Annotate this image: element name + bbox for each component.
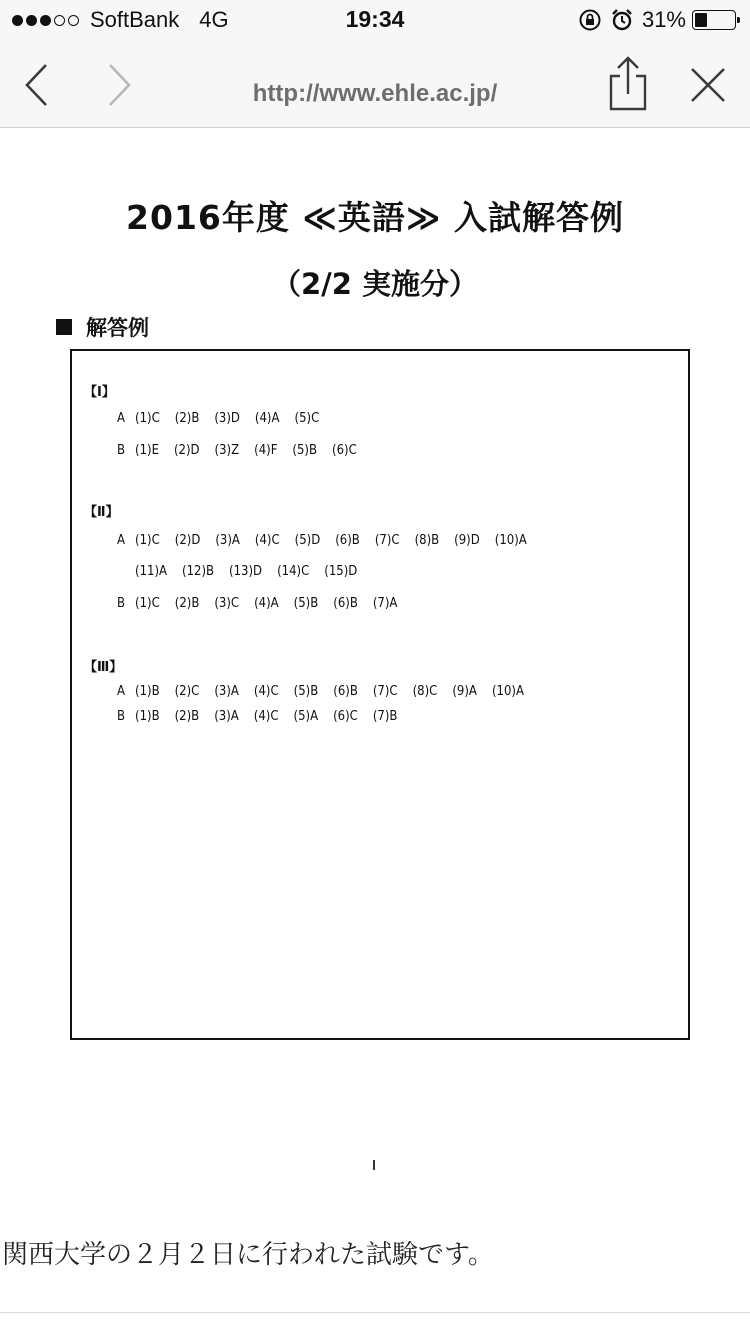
answer-part-letter: B (117, 443, 126, 458)
answer-section-label: 【Ⅱ】 (84, 505, 119, 520)
answer-row (117, 596, 412, 611)
answer-part-letter: A (117, 533, 125, 548)
answer-item: (4)C (253, 684, 279, 699)
answer-item: (10)A (494, 533, 527, 548)
document-title: 2016年度 ≪英語≫ 入試解答例 (126, 198, 624, 237)
answer-item: (2)B (174, 411, 200, 426)
close-button[interactable] (683, 60, 733, 110)
answer-part-letter: B (117, 709, 126, 724)
answer-row (117, 411, 334, 426)
answer-section-label: 【Ⅲ】 (84, 660, 123, 675)
carrier-name: SoftBank (90, 7, 180, 32)
answer-item: (5)B (293, 596, 319, 611)
page-marker (373, 1160, 375, 1170)
answer-row (117, 533, 542, 548)
answer-item: (2)B (174, 596, 200, 611)
alarm-icon (610, 8, 634, 32)
answer-item: (5)D (294, 533, 321, 548)
battery-tip (737, 17, 740, 23)
answer-item: (1)C (135, 411, 160, 426)
answer-item: (1)B (135, 709, 160, 724)
answer-item: (5)A (293, 709, 319, 724)
answer-part-letter: B (117, 596, 126, 611)
answer-item: (8)C (412, 684, 438, 699)
answer-item: (9)A (452, 684, 477, 699)
url-bar[interactable]: http://www.ehle.ac.jp/ (252, 80, 498, 107)
answer-row (117, 709, 412, 724)
answer-item: (6)C (333, 709, 358, 724)
answer-item: (10)A (491, 684, 524, 699)
answer-item: (1)C (135, 533, 160, 548)
answer-item: (14)C (277, 564, 310, 579)
answer-item: (7)C (374, 533, 400, 548)
answer-item: (8)B (414, 533, 440, 548)
answer-row (135, 564, 372, 579)
answer-item: (6)B (333, 684, 358, 699)
battery-icon (692, 10, 736, 30)
answer-part-letter: A (117, 684, 125, 699)
close-icon (689, 66, 727, 104)
status-bar (0, 0, 750, 42)
answer-box (70, 349, 690, 1040)
answer-item: (2)D (173, 443, 200, 458)
answer-item: (3)A (215, 533, 240, 548)
answer-item: (2)C (174, 684, 200, 699)
status-right (578, 7, 736, 33)
comment-text: 関西大学の２月２日に行われた試験です。 (2, 1240, 494, 1270)
divider (0, 1312, 750, 1313)
answer-item: (7)C (372, 684, 398, 699)
answer-item: (1)E (135, 443, 159, 458)
answer-item: (1)C (135, 596, 160, 611)
answer-item: (13)D (229, 564, 263, 579)
answer-item: (4)A (254, 411, 280, 426)
answer-item: (6)C (332, 443, 357, 458)
answer-item: (3)A (214, 709, 239, 724)
section-heading-text: 解答例 (86, 316, 149, 340)
share-button[interactable] (603, 54, 653, 114)
answer-item: (15)D (324, 564, 358, 579)
answer-item: (7)B (372, 709, 398, 724)
answer-item: (12)B (182, 564, 215, 579)
share-icon (606, 56, 650, 112)
answer-item: (3)A (214, 684, 239, 699)
answer-section-label: 【Ⅰ】 (84, 385, 115, 400)
answer-item: (4)A (254, 596, 279, 611)
answer-row (117, 443, 372, 458)
answer-item: (2)D (174, 533, 201, 548)
rotation-lock-icon (578, 8, 602, 32)
answer-item: (4)F (254, 443, 278, 458)
answer-item: (6)B (333, 596, 358, 611)
status-time: 19:34 (345, 6, 405, 32)
section-heading (56, 312, 149, 342)
answer-item: (3)C (214, 596, 240, 611)
answer-item: (5)C (294, 411, 320, 426)
answer-item: (5)B (293, 684, 319, 699)
answer-part-letter: A (117, 411, 125, 426)
answer-item: (1)B (135, 684, 160, 699)
answer-item: (9)D (454, 533, 480, 548)
answer-item: (11)A (135, 564, 168, 579)
battery-percent: 31% (641, 7, 686, 32)
answer-item: (5)B (292, 443, 318, 458)
answer-row (117, 684, 539, 699)
answer-item: (6)B (335, 533, 360, 548)
square-bullet-icon (56, 319, 72, 335)
answer-item: (4)C (254, 533, 280, 548)
answer-item: (3)Z (214, 443, 240, 458)
answer-item: (7)A (372, 596, 398, 611)
network-type: 4G (199, 7, 229, 32)
answer-item: (2)B (174, 709, 200, 724)
browser-toolbar (0, 42, 750, 128)
battery-fill (695, 13, 707, 27)
answer-item: (4)C (253, 709, 279, 724)
answer-item: (3)D (214, 411, 240, 426)
document-subtitle: （2/2 実施分） (271, 267, 479, 301)
